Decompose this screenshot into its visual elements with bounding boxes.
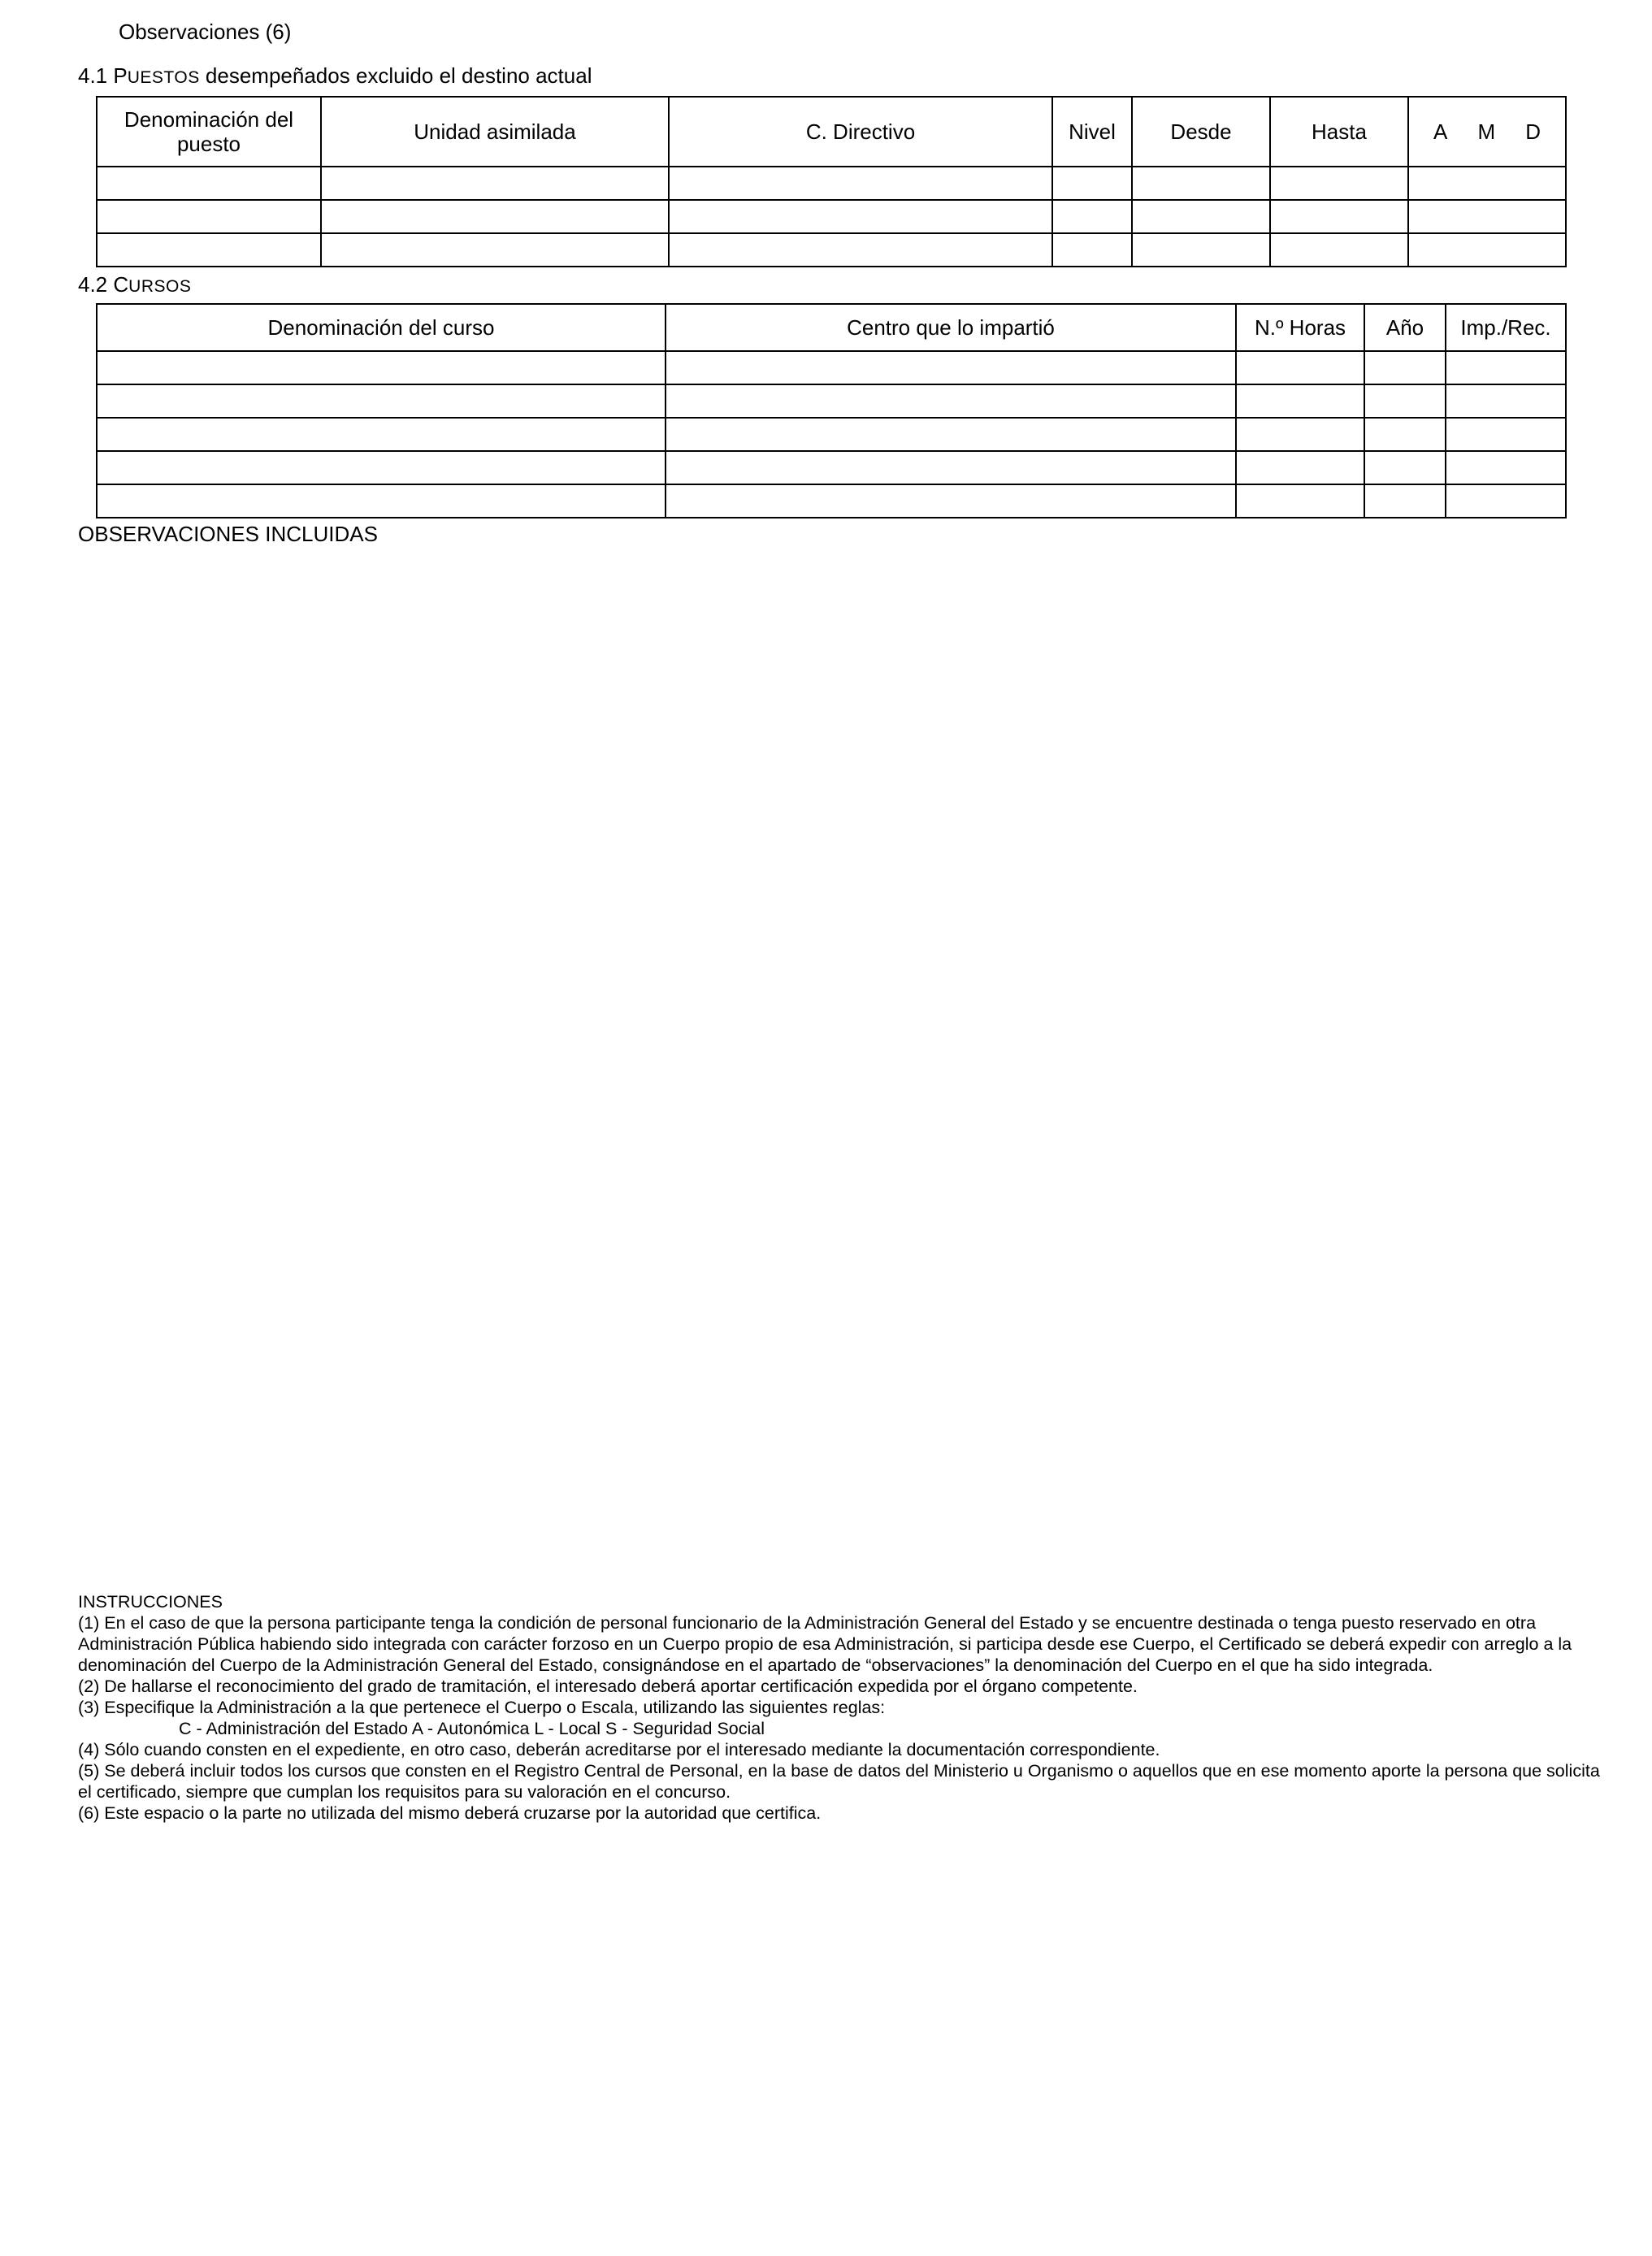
table-row [97,200,1566,233]
puestos-table [96,96,1567,267]
section-number: 4.2 [78,272,108,297]
table-header-row [97,97,1566,167]
table-cell[interactable] [1236,384,1364,418]
table-cell[interactable] [1446,351,1566,384]
caps-rest: URSOS [128,277,192,296]
table-row [97,451,1566,484]
instruction-item: (4) Sólo cuando consten en el expediente, en otro caso, deberán acreditarse por el interesado mediante la documentación correspondiente. [78,1740,1160,1759]
header-horas: N.º Horas [1236,304,1364,351]
section-4-1-title [78,63,592,90]
table-cell[interactable] [1052,167,1132,200]
table-cell[interactable] [1408,233,1566,267]
caps-first: P [113,63,128,88]
table-cell[interactable] [1270,200,1408,233]
table-cell[interactable] [1236,351,1364,384]
instrucciones-block [78,1591,1606,1824]
table-cell[interactable] [1132,233,1270,267]
header-a: A [1433,119,1448,144]
table-cell[interactable] [97,384,666,418]
table-row [97,233,1566,267]
table-cell[interactable] [97,233,321,267]
instrucciones-title: INSTRUCCIONES [78,1592,223,1612]
table-cell[interactable] [97,200,321,233]
observaciones-incluidas-heading: OBSERVACIONES INCLUIDAS [78,522,378,546]
cursos-table [96,303,1567,518]
table-cell[interactable] [1236,418,1364,451]
table-cell[interactable] [1270,167,1408,200]
table-row [97,418,1566,451]
header-imp-rec: Imp./Rec. [1446,304,1566,351]
section-number: 4.1 [78,63,108,88]
header-ano: Año [1364,304,1446,351]
instruction-item: (1) En el caso de que la persona participante tenga la condición de personal funcionario de la Administración General del Estado y se encuentre destinada o tenga puesto reservado en otra Administración Pública habiendo sido integrada con carácter forzoso en un Cuerpo propio de esa Administración, si participa desde ese Cuerpo, el Certificado se deberá expedir con arreglo a la denominación del Cuerpo de la Administración General del Estado, consignándose en el apartado de “observaciones” la denominación del Cuerpo en el que ha sido integrada. [78,1613,1572,1675]
title-rest: desempeñados excluido el destino actual [199,63,592,88]
table-cell[interactable] [1364,418,1446,451]
instruction-item: (6) Este espacio o la parte no utilizada del mismo deberá cruzarse por la autoridad que certifica. [78,1803,822,1823]
table-cell[interactable] [1270,233,1408,267]
header-c-directivo: C. Directivo [669,97,1052,167]
table-cell[interactable] [321,200,669,233]
table-cell[interactable] [666,418,1236,451]
table-cell[interactable] [1446,451,1566,484]
table-row [97,167,1566,200]
header-denominacion-puesto: Denominación del puesto [97,97,321,167]
header-amd [1408,97,1566,167]
table-cell[interactable] [321,167,669,200]
table-cell[interactable] [1364,351,1446,384]
table-cell[interactable] [666,351,1236,384]
table-cell[interactable] [1408,167,1566,200]
header-m: M [1477,119,1496,144]
table-cell[interactable] [1446,484,1566,518]
instruction-item: (2) De hallarse el reconocimiento del grado de tramitación, el interesado deberá aportar certificación expedida por el órgano competente. [78,1677,1138,1696]
table-cell[interactable] [1364,451,1446,484]
header-hasta: Hasta [1270,97,1408,167]
table-cell[interactable] [97,484,666,518]
caps-rest: UESTOS [127,68,200,87]
table-cell[interactable] [1364,384,1446,418]
table-header-row [97,304,1566,351]
table-cell[interactable] [321,233,669,267]
table-cell[interactable] [1132,167,1270,200]
instruction-item: (5) Se deberá incluir todos los cursos que consten en el Registro Central de Personal, en la base de datos del Ministerio u Organismo o aquellos que en ese momento aporte la persona que solicita el certificado, siempre que cumplan los requisitos para su valoración en el concurso. [78,1761,1600,1802]
table-row [97,351,1566,384]
header-desde: Desde [1132,97,1270,167]
table-cell[interactable] [666,451,1236,484]
table-cell[interactable] [97,451,666,484]
header-nivel: Nivel [1052,97,1132,167]
instruction-item: C - Administración del Estado A - Autonómica L - Local S - Seguridad Social [179,1719,765,1738]
table-cell[interactable] [669,200,1052,233]
table-cell[interactable] [1236,484,1364,518]
table-cell[interactable] [1408,200,1566,233]
table-cell[interactable] [1052,233,1132,267]
section-4-2-title [78,272,191,299]
instruction-item: (3) Especifique la Administración a la que pertenece el Cuerpo o Escala, utilizando las siguientes reglas: [78,1698,886,1717]
table-cell[interactable] [97,418,666,451]
table-row [97,484,1566,518]
table-cell[interactable] [669,233,1052,267]
table-row [97,384,1566,418]
table-cell[interactable] [97,167,321,200]
table-cell[interactable] [97,351,666,384]
table-cell[interactable] [1132,200,1270,233]
caps-first: C [113,272,129,297]
header-unidad-asimilada: Unidad asimilada [321,97,669,167]
table-cell[interactable] [1446,384,1566,418]
table-cell[interactable] [1052,200,1132,233]
table-cell[interactable] [666,384,1236,418]
table-cell[interactable] [669,167,1052,200]
table-cell[interactable] [1446,418,1566,451]
header-centro: Centro que lo impartió [666,304,1236,351]
header-denominacion-curso: Denominación del curso [97,304,666,351]
table-cell[interactable] [666,484,1236,518]
table-cell[interactable] [1364,484,1446,518]
table-cell[interactable] [1236,451,1364,484]
header-d: D [1525,119,1541,144]
observaciones-heading: Observaciones (6) [119,20,292,44]
